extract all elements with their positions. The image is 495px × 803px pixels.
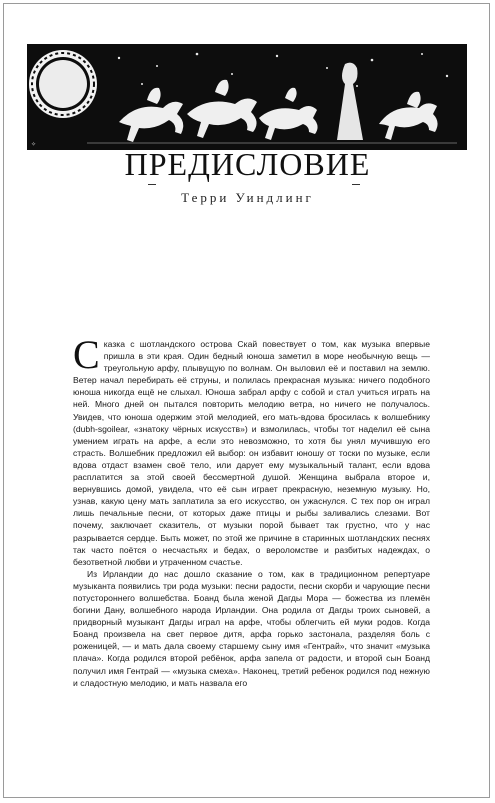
drop-cap: С (73, 332, 100, 377)
title-rule-right (352, 184, 360, 185)
page-title: ПРЕДИСЛОВИЕ (124, 146, 371, 182)
sun-disc-icon (29, 50, 97, 118)
paragraph-2: Из Ирландии до нас дошло сказание о том, как в традиционном репертуаре музыканта появились три рода музыки: песни радости, песни скорби и чарующие песни потустороннего волшебства. Боанд была женой Дагды Мора — божества из племён богини Дану, волшебного народа Ирландии. Она родила от Дагды троих сыновей, а придворный музыкант Дагды играл на арфе, чтобы облегчить ей муки родов. Когда Боанд произвела на свет первое дитя, арфа горько застонала, разделяя боль с роженицей, — и мать дала своему старшему сыну имя «Гентрай», что значит «музыка плача». Когда родился второй ребёнок, арфа запела от радости, и второй сын Боанд получил имя Гентрай — «музыка смеха». Наконец, третий ребенок родился под нежную и сладостную мелодию, и мать назвала его (73, 568, 430, 688)
author-name: Терри Уиндлинг (181, 190, 314, 205)
header-illustration (27, 44, 467, 150)
paragraph-1-text: казка с шотландского острова Скай повествует о том, как музыка впервые пришла в эти края. Один бедный юноша заметил в море необычную вещь — треугольную арфу, плывущую по волнам. Он выловил её и поставил на землю. Ветер начал перебирать её струны, и полилась прекрасная музыка: ничего подобного юноша никогда ещё не слыхал. Юноша забрал арфу с собой и стал учиться играть на ней. Много дней он пытался повторить мелодию ветра, но ничего не получалось. Увидев, что юноша одержим этой мелодией, его мать-вдова бросилась к волшебнику (dubh-sgoilear, «знатоку чёрных искусств») и взмолилась, чтобы тот наделил её сына умением играть на арфе, а если это невозможно, то хотя бы унял мучившую его страсть. Волшебник предложил ей выбор: он избавит юношу от тоски по музыке, если вдова отдаст взамен своё тело, или дарует ему музыкальный талант, если вдова расплатится за этой своей бессмертной душой. Женщина выбрала второе и, вернувшись домой, увидела, что её сын играет прекрасную, неземную музыку. Но, узнав, какую цену мать заплатила за его искусство, он ужаснулся. С тех пор он играл лишь печальные песни, от которых даже птицы и рыбы заливались слезами. Вот почему, заключает сказитель, от музыки порой бывает так грустно, что у нас разрывается сердце. Быть может, по этой же причине в старинных шотландских песнях так часто поётся о несчастьях и бедах, о вероломстве и разбитых надеждах, о безответной любви и утраченном счастье. (73, 339, 430, 567)
body-text (73, 332, 430, 689)
title-rule-left (148, 184, 156, 185)
svg-text:✧: ✧ (31, 142, 37, 148)
paragraph-1 (73, 332, 430, 568)
